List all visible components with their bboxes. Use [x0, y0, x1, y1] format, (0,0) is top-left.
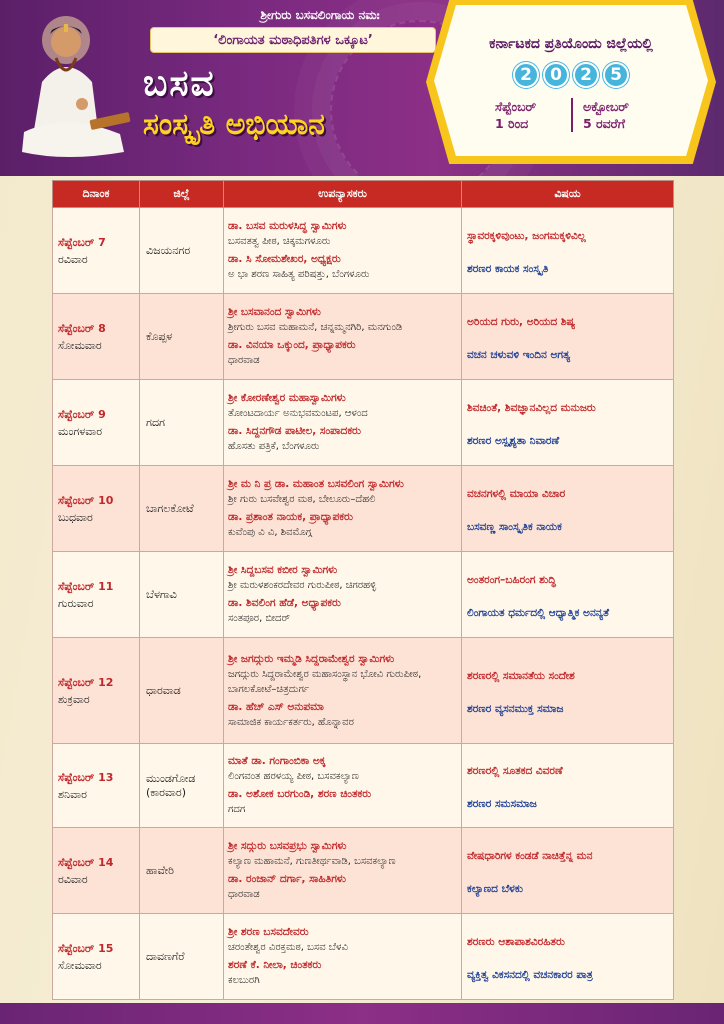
date-weekday: ಸೋಮವಾರ: [58, 338, 102, 352]
cell-speakers: [224, 466, 462, 552]
date-month-day: ಸೆಪ್ಟೆಂಬರ್ 8: [58, 321, 106, 335]
table-header-row: [53, 181, 674, 208]
schedule-table-wrap: [52, 180, 673, 1000]
organization-banner: ‘ಲಿಂಗಾಯತ ಮಠಾಧಿಪತಿಗಳ ಒಕ್ಕೂಟ’: [150, 27, 436, 53]
date-month-day: ಸೆಪ್ಟೆಂಬರ್ 15: [58, 941, 114, 955]
topic-primary: ಶಿವಚಿಂತೆ, ಶಿವಜ್ಞಾನವಿಲ್ಲದ ಮನುಜರು: [467, 402, 596, 414]
year-digit: 5: [603, 62, 629, 88]
speaker-entry: [228, 391, 457, 421]
topic-secondary: ಬಸವಣ್ಣ ಸಾಂಸ್ಕೃತಿಕ ನಾಯಕ: [467, 521, 562, 533]
cell-topics: [462, 380, 674, 466]
table-row: [53, 552, 674, 638]
badge-caption: ಕರ್ನಾಟಕದ ಪ್ರತಿಯೊಂದು ಜಿಲ್ಲೆಯಲ್ಲಿ: [489, 36, 653, 52]
speaker-entry: [228, 652, 457, 697]
cell-speakers: [224, 208, 462, 294]
speaker-entry: [228, 839, 457, 869]
topic-primary: ಶರಣರಲ್ಲಿ ಸೂತಕದ ವಿವರಣೆ: [467, 765, 563, 777]
date-weekday: ಸೋಮವಾರ: [58, 958, 102, 972]
speaker-entry: [228, 563, 457, 593]
cell-speakers: [224, 744, 462, 828]
speaker-name: ಶ್ರೀ ಜಗದ್ಗುರು ಇಮ್ಮಡಿ ಸಿದ್ದರಾಮೇಶ್ವರ ಸ್ವಾಮಿಗಳು: [228, 652, 395, 665]
speaker-name: ಶ್ರೀ ಮ ನಿ ಪ್ರ ಡಾ. ಮಹಾಂತ ಬಸವಲಿಂಗ ಸ್ವಾಮಿಗಳು: [228, 478, 404, 490]
speaker-detail: ಲಿಂಗವಂತ ಹರಳಯ್ಯ ಪೀಠ, ಬಸವಕಲ್ಯಾಣ: [228, 771, 359, 782]
speaker-name: ಶ್ರೀ ಬಸವಾನಂದ ಸ್ವಾಮಿಗಳು: [228, 306, 321, 318]
speaker-entry: [228, 252, 457, 282]
speaker-name: ಶರಣೆ ಕೆ. ನೀಲಾ, ಚಿಂತಕರು: [228, 959, 322, 971]
topic-secondary: ಶರಣರ ಕಾಯಕ ಸಂಸ್ಕೃತಿ: [467, 263, 549, 275]
date-weekday: ರವಿವಾರ: [58, 872, 88, 886]
header-date: ದಿನಾಂಕ: [53, 181, 140, 208]
header-banner: [0, 0, 724, 176]
cell-date: [53, 638, 140, 744]
topic-primary: ವಚನಗಳಲ್ಲಿ ಮಾಯಾ ವಿಚಾರ: [467, 488, 566, 500]
speaker-detail: ಅ ಭಾ ಶರಣ ಸಾಹಿತ್ಯ ಪರಿಷತ್ತು, ಬೆಂಗಳೂರು: [228, 269, 370, 280]
speaker-detail: ಶ್ರೀ ಮರುಳಶಂಕರದೇವರ ಗುರುಪೀಠ, ಚಿಗರಹಳ್ಳಿ: [228, 580, 377, 591]
speaker-detail: ಶ್ರೀಗುರು ಬಸವ ಮಹಾಮನೆ, ಚನ್ನಮ್ಮನಗಿರಿ, ಮನಗುಂಡಿ: [228, 322, 403, 333]
speaker-name: ಡಾ. ಶಿವಲಿಂಗ ಹೆಡೆ, ಅಧ್ಯಾಪಕರು: [228, 597, 341, 609]
speaker-name: ಶ್ರೀ ಸಿದ್ದಬಸವ ಕಬೀರ ಸ್ವಾಮಿಗಳು: [228, 564, 338, 576]
header-district: ಜಿಲ್ಲೆ: [140, 181, 224, 208]
header-speakers: ಉಪನ್ಯಾಸಕರು: [224, 181, 462, 208]
topic-secondary: ಶರಣರ ಅಸ್ಪೃಶ್ಯತಾ ನಿವಾರಣೆ: [467, 435, 560, 447]
year-row: [426, 62, 716, 88]
date-weekday: ರವಿವಾರ: [58, 252, 88, 266]
cell-speakers: [224, 914, 462, 1000]
topic-primary: ಶರಣರು ಆಶಾಪಾಶವಿರಹಿತರು: [467, 936, 565, 948]
speaker-name: ಶ್ರೀ ಶರಣ ಬಸವದೇವರು: [228, 926, 309, 938]
year-digit: 0: [543, 62, 569, 88]
topic-secondary: ಶರಣರ ಸಮಸಮಾಜ: [467, 798, 537, 810]
start-date: [485, 98, 571, 132]
speaker-detail: ಕಲಬುರಗಿ: [228, 975, 260, 986]
speaker-name: ಶ್ರೀ ಕೋರಣೇಶ್ವರ ಮಹಾಸ್ವಾಮಿಗಳು: [228, 392, 346, 404]
cell-topics: [462, 914, 674, 1000]
year-digit: 2: [513, 62, 539, 88]
cell-speakers: [224, 380, 462, 466]
speaker-name: ಡಾ. ಪ್ರಶಾಂತ ನಾಯಕ, ಪ್ರಾಧ್ಯಾಪಕರು: [228, 511, 353, 523]
campaign-title-line1: ಬಸವ: [143, 62, 216, 104]
header-topic: ವಿಷಯ: [462, 181, 674, 208]
speaker-detail: ತೋಂಟದಾರ್ಯ ಅನುಭವಮಂಟಪ, ಆಳಂದ: [228, 408, 368, 419]
topic-primary: ಸ್ಥಾವರಕ್ಕಳಿವುಂಟು, ಜಂಗಮಕ್ಕಳಿವಿಲ್ಲ: [467, 230, 586, 242]
start-month: ಸೆಪ್ಟೆಂಬರ್: [495, 99, 537, 114]
speaker-detail: ಶ್ರೀ ಗುರು ಬಸವೇಶ್ವರ ಮಠ, ಬೇಲೂರು–ದೆಹಲಿ: [228, 494, 376, 505]
topic-primary: ಶರಣರಲ್ಲಿ ಸಮಾನತೆಯ ಸಂದೇಶ: [467, 670, 575, 682]
speaker-detail: ಗದಗ: [228, 804, 246, 815]
speaker-name: ಡಾ. ಸಿದ್ದನಗೌಡ ಪಾಟೀಲ, ಸಂಪಾದಕರು: [228, 425, 361, 437]
cell-speakers: [224, 828, 462, 914]
date-month-day: ಸೆಪ್ಟೆಂಬರ್ 12: [58, 675, 114, 689]
speaker-entry: [228, 700, 457, 730]
speaker-entry: [228, 219, 457, 249]
year-digit: 2: [573, 62, 599, 88]
table-row: [53, 380, 674, 466]
speaker-detail: ಜಗದ್ಗುರು ಸಿದ್ದರಾಮೇಶ್ವರ ಮಹಾಸಂಸ್ಥಾನ ಭೋವಿ ಗುರುಪೀಠ, ಬಾಗಲಕೋಟೆ–ಚಿತ್ರದುರ್ಗ: [228, 668, 422, 695]
topic-secondary: ವಚನ ಚಳುವಳಿ ಇಂದಿನ ಅಗತ್ಯ: [467, 349, 571, 361]
speaker-detail: ಕುವೆಂಪು ವಿ ವಿ, ಶಿವಮೊಗ್ಗ: [228, 527, 312, 538]
table-row: [53, 744, 674, 828]
cell-date: [53, 744, 140, 828]
basavanna-illustration: [20, 12, 140, 162]
speaker-name: ಡಾ. ಬಸವ ಮರುಳಸಿದ್ಧ ಸ್ವಾಮಿಗಳು: [228, 220, 347, 232]
speaker-name: ಶ್ರೀ ಸದ್ಗುರು ಬಸವಪ್ರಭು ಸ್ವಾಮಿಗಳು: [228, 840, 347, 852]
cell-topics: [462, 294, 674, 380]
speaker-entry: [228, 787, 457, 817]
speaker-detail: ಚರಂತೇಶ್ವರ ವಿರಕ್ತಮಠ, ಬಸವ ಬೆಳವಿ: [228, 942, 348, 953]
cell-date: [53, 208, 140, 294]
cell-date: [53, 914, 140, 1000]
date-weekday: ಮಂಗಳವಾರ: [58, 424, 103, 438]
date-range: [426, 98, 716, 132]
topic-primary: ಅಂತರಂಗ–ಬಹಿರಂಗ ಶುದ್ಧಿ: [467, 574, 556, 586]
cell-topics: [462, 466, 674, 552]
speaker-detail: ಸಾಮಾಜಿಕ ಕಾರ್ಯಕರ್ತರು, ಹೊನ್ನಾವರ: [228, 716, 354, 728]
cell-district: ಧಾರವಾಡ: [140, 638, 224, 744]
cell-date: [53, 828, 140, 914]
date-weekday: ಗುರುವಾರ: [58, 596, 94, 610]
cell-district: ದಾವಣಗೆರೆ: [140, 914, 224, 1000]
date-month-day: ಸೆಪ್ಟೆಂಬರ್ 7: [58, 235, 106, 249]
speaker-entry: [228, 872, 457, 902]
date-weekday: ಶನಿವಾರ: [58, 787, 87, 801]
cell-district: ಗದಗ: [140, 380, 224, 466]
speaker-entry: [228, 424, 457, 454]
date-month-day: ಸೆಪ್ಟೆಂಬರ್ 9: [58, 407, 106, 421]
cell-district: ಮುಂಡಗೋಡ (ಕಾರವಾರ): [140, 744, 224, 828]
cell-topics: [462, 828, 674, 914]
cell-district: ಬೆಳಗಾವಿ: [140, 552, 224, 638]
table-row: [53, 208, 674, 294]
cell-date: [53, 380, 140, 466]
speaker-name: ಡಾ. ರಂಜಾನ್ ದರ್ಗಾ, ಸಾಹಿತಿಗಳು: [228, 873, 346, 885]
topic-secondary: ವ್ಯಕ್ತಿತ್ವ ವಿಕಸನದಲ್ಲಿ ವಚನಕಾರರ ಪಾತ್ರ: [467, 969, 593, 981]
topic-secondary: ಕಲ್ಯಾಣದ ಬೆಳಕು: [467, 883, 523, 895]
speaker-entry: [228, 754, 457, 784]
cell-date: [53, 294, 140, 380]
cell-topics: [462, 744, 674, 828]
topic-primary: ವೇಷಧಾರಿಗಳ ಕಂಡಡೆ ನಾಚಿತ್ತೆನ್ನ ಮನ: [467, 850, 593, 862]
end-date: [571, 98, 657, 132]
speaker-entry: [228, 925, 457, 955]
end-month: ಅಕ್ಟೋಬರ್: [583, 99, 629, 114]
date-month-day: ಸೆಪ್ಟೆಂಬರ್ 10: [58, 493, 114, 507]
speaker-entry: [228, 477, 457, 507]
schedule-table: [52, 180, 674, 1000]
cell-district: ಹಾವೇರಿ: [140, 828, 224, 914]
speaker-detail: ಕಲ್ಯಾಣ ಮಹಾಮನೆ, ಗುಣತೀರ್ಥವಾಡಿ, ಬಸವಕಲ್ಯಾಣ: [228, 856, 396, 867]
speaker-entry: [228, 338, 457, 368]
cell-topics: [462, 552, 674, 638]
speaker-name: ಡಾ. ಹೆಚ್ ಎಸ್ ಅನುಪಮಾ: [228, 700, 324, 713]
cell-topics: [462, 208, 674, 294]
topic-secondary: ಲಿಂಗಾಯತ ಧರ್ಮದಲ್ಲಿ ಆಧ್ಯಾತ್ಮಿಕ ಅನನ್ಯತೆ: [467, 607, 610, 619]
date-month-day: ಸೆಪ್ಟೆಂಬರ್ 14: [58, 855, 114, 869]
cell-date: [53, 552, 140, 638]
invocation-text: ಶ್ರೀಗುರು ಬಸವಲಿಂಗಾಯ ನಮಃ: [260, 8, 380, 22]
cell-district: ವಿಜಯನಗರ: [140, 208, 224, 294]
table-row: [53, 466, 674, 552]
cell-speakers: [224, 552, 462, 638]
topic-secondary: ಶರಣರ ವ್ಯಸನಮುಕ್ತ ಸಮಾಜ: [467, 703, 564, 715]
date-weekday: ಬುಧವಾರ: [58, 510, 93, 524]
start-day: 1 ರಿಂದ: [495, 116, 529, 131]
speaker-name: ಮಾತೆ ಡಾ. ಗಂಗಾಂಬಿಕಾ ಅಕ್ಕ: [228, 755, 326, 767]
date-month-day: ಸೆಪ್ಟೆಂಬರ್ 11: [58, 579, 114, 593]
speaker-name: ಡಾ. ವಿನಯಾ ಒಕ್ಕುಂದ, ಪ್ರಾಧ್ಯಾಪಕರು: [228, 339, 356, 351]
footer-bar: [0, 1003, 724, 1024]
date-month-day: ಸೆಪ್ಟೆಂಬರ್ 13: [58, 770, 114, 784]
cell-district: ಬಾಗಲಕೋಟೆ: [140, 466, 224, 552]
speaker-name: ಡಾ. ಅಶೋಕ ಬರಗುಂಡಿ, ಶರಣ ಚಿಂತಕರು: [228, 788, 372, 800]
cell-speakers: [224, 638, 462, 744]
end-day: 5 ರವರೆಗೆ: [583, 116, 626, 131]
dates-badge: [426, 0, 716, 164]
speaker-detail: ಹೊಸತು ಪತ್ರಿಕೆ, ಬೆಂಗಳೂರು: [228, 441, 320, 452]
table-row: [53, 294, 674, 380]
speaker-entry: [228, 596, 457, 626]
cell-speakers: [224, 294, 462, 380]
date-weekday: ಶುಕ್ರವಾರ: [58, 692, 90, 706]
cell-date: [53, 466, 140, 552]
topic-primary: ಅರಿಯದ ಗುರು, ಅರಿಯದ ಶಿಷ್ಯ: [467, 316, 576, 328]
speaker-detail: ಧಾರವಾಡ: [228, 355, 260, 366]
table-row: [53, 914, 674, 1000]
cell-topics: [462, 638, 674, 744]
speaker-name: ಡಾ. ಸಿ ಸೋಮಶೇಖರ, ಅಧ್ಯಕ್ಷರು: [228, 253, 341, 265]
campaign-title-line2: ಸಂಸ್ಕೃತಿ ಅಭಿಯಾನ: [143, 107, 325, 142]
speaker-detail: ಧಾರವಾಡ: [228, 889, 260, 900]
cell-district: ಕೊಪ್ಪಳ: [140, 294, 224, 380]
speaker-detail: ಬಸವತತ್ವ ಪೀಠ, ಚಿಕ್ಕಮಗಳೂರು: [228, 236, 331, 247]
speaker-entry: [228, 510, 457, 540]
table-row: [53, 638, 674, 744]
speaker-entry: [228, 305, 457, 335]
speaker-detail: ಸಂತಪೂರ, ಬೀದರ್: [228, 613, 291, 624]
table-row: [53, 828, 674, 914]
speaker-entry: [228, 958, 457, 988]
